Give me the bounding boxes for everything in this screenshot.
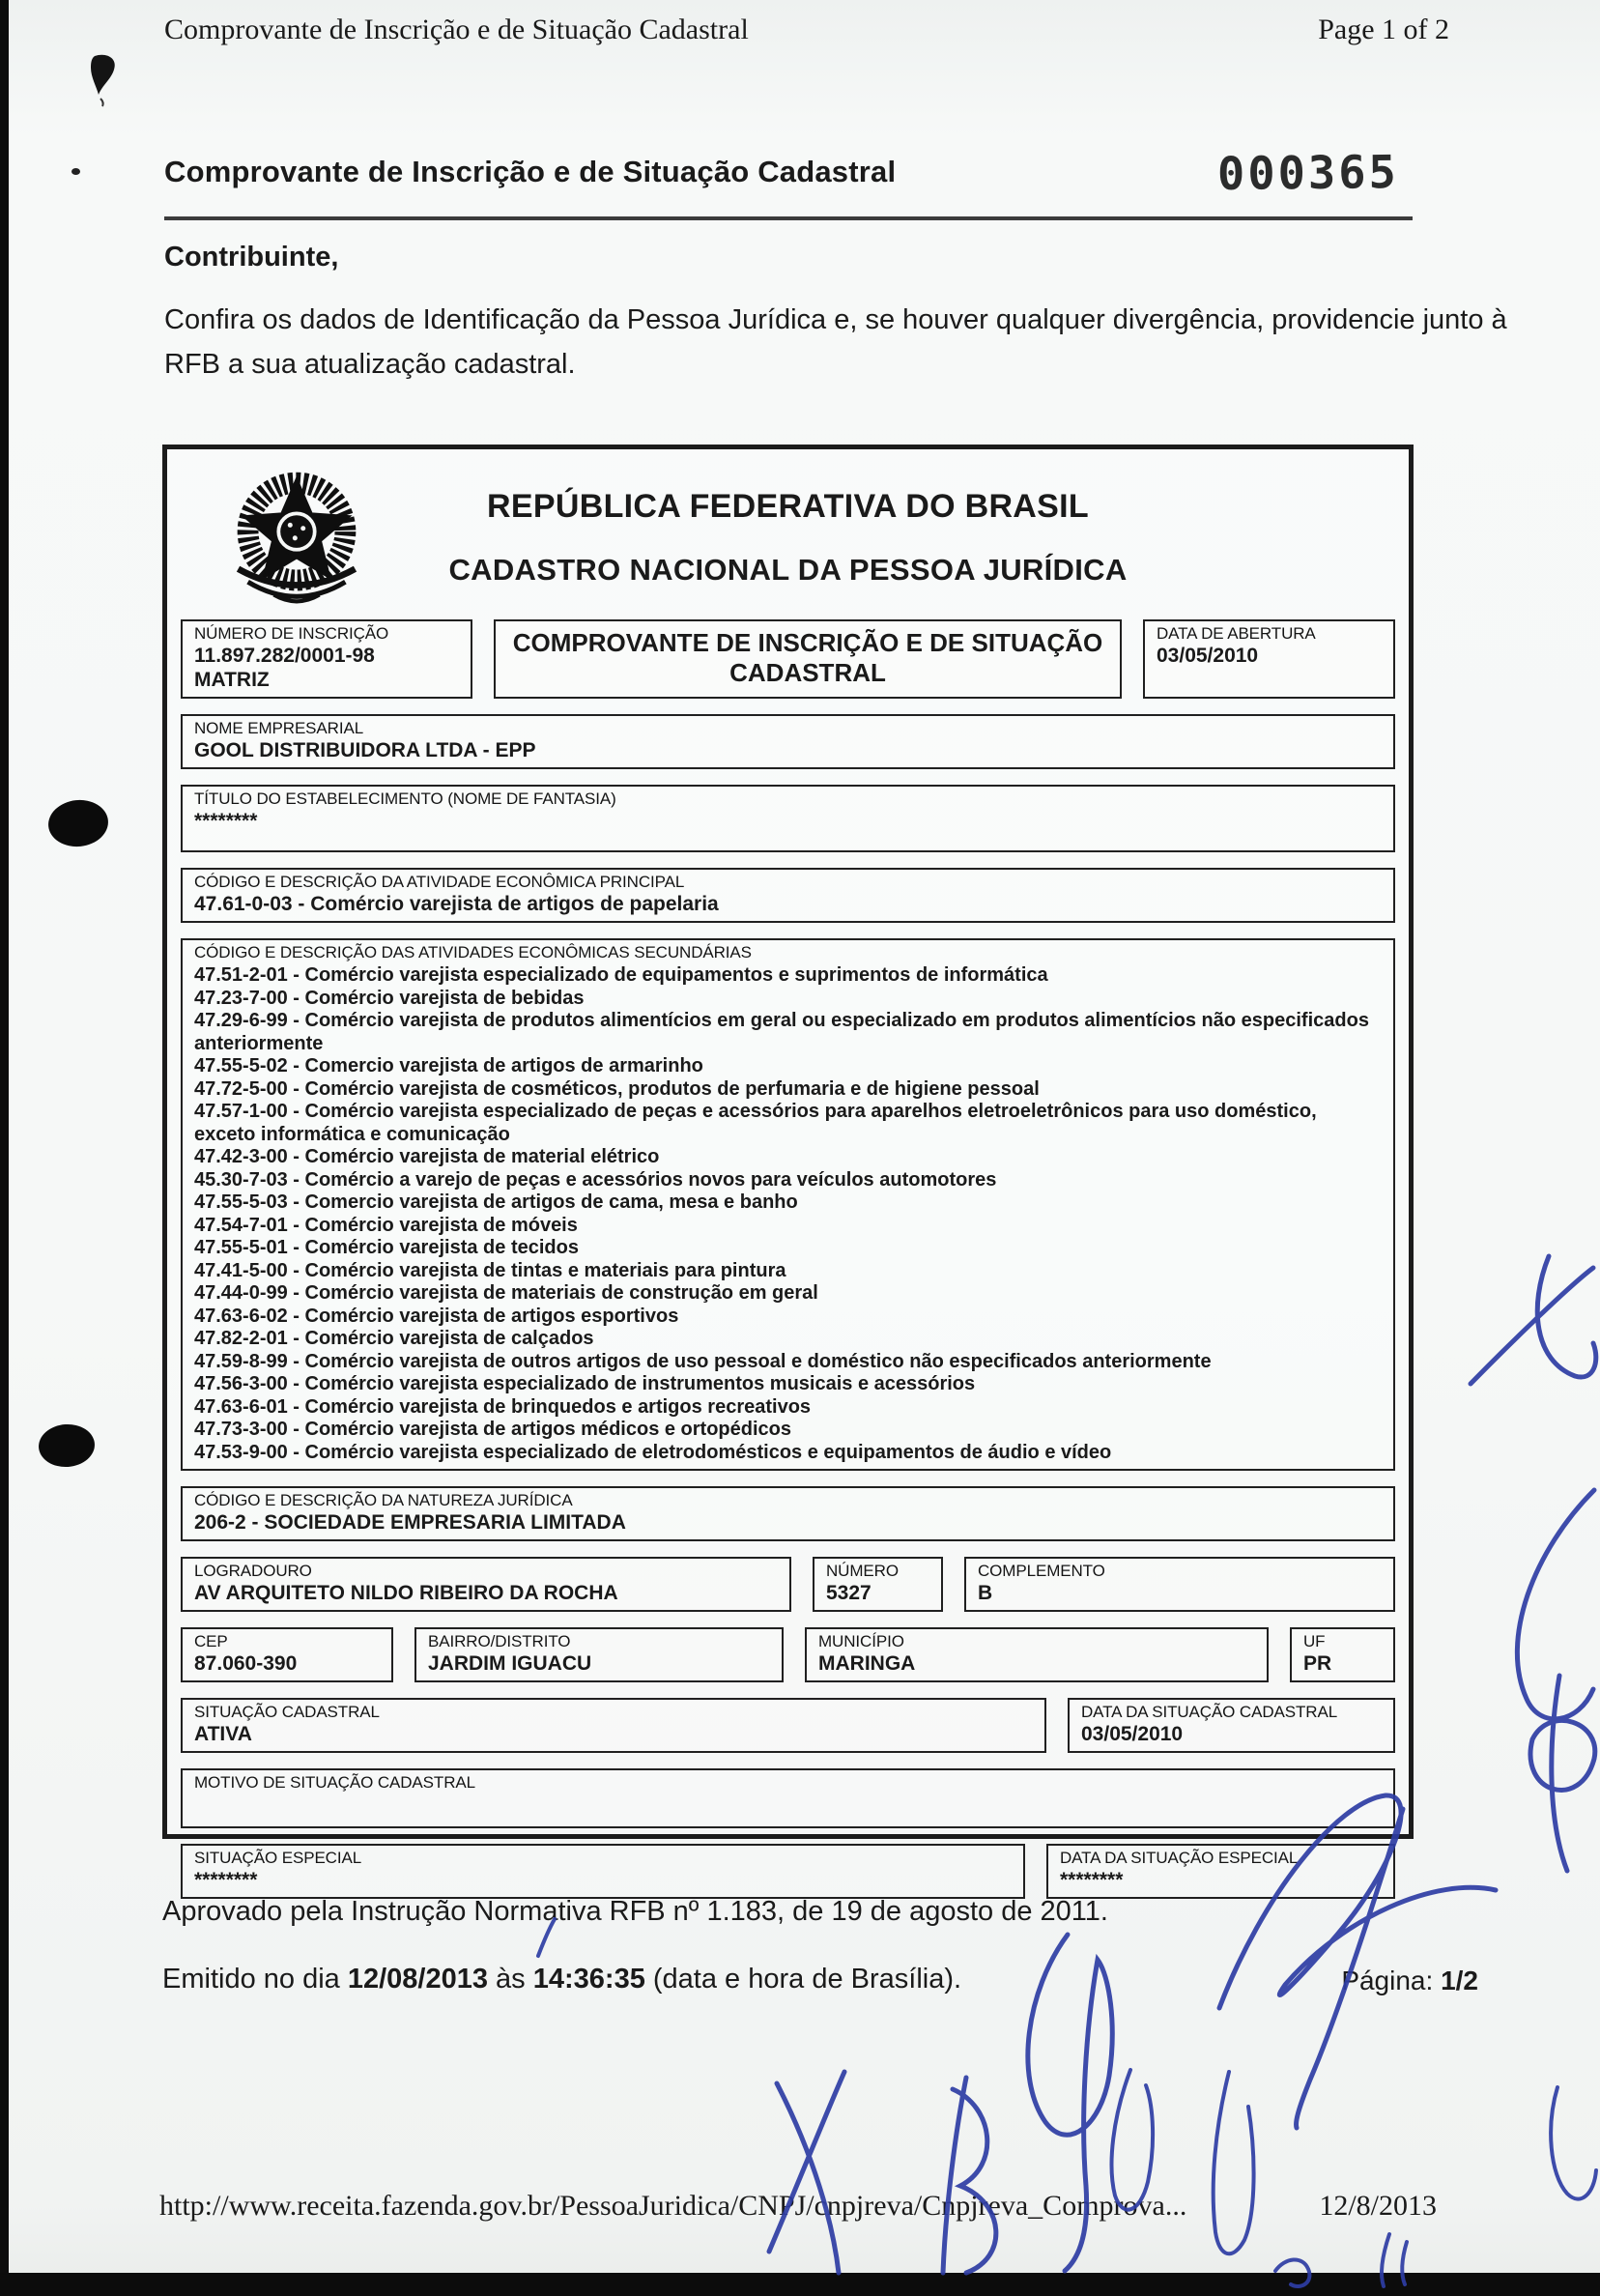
- field-uf: [1290, 1627, 1395, 1682]
- field-value: 03/05/2010: [1157, 645, 1259, 667]
- secondary-activity-item: 47.63-6-01 - Comércio varejista de brinquedos e artigos recreativos: [194, 1395, 812, 1418]
- document-stamp-number: 000365: [1216, 146, 1400, 201]
- field-bairro: [414, 1627, 784, 1682]
- field-value: 206-2 - SOCIEDADE EMPRESARIA LIMITADA: [194, 1511, 626, 1534]
- field-label: UF: [1303, 1632, 1326, 1650]
- secondary-activity-item: 47.57-1-00 - Comércio varejista especializado de peças e acessórios para aparelhos eletroeletrônicos para uso doméstico, exceto informática e comunicação: [194, 1101, 1317, 1145]
- print-header-title: Comprovante de Inscrição e de Situação Cadastral: [164, 14, 749, 45]
- secondary-activity-item: 45.30-7-03 - Comércio a varejo de peças e acessórios novos para veículos automotores: [194, 1168, 997, 1191]
- field-label: SITUAÇÃO CADASTRAL: [194, 1703, 380, 1721]
- field-label: CEP: [194, 1632, 228, 1650]
- emission-time: 14:36:35: [532, 1964, 645, 1995]
- field-numero-inscricao: [181, 619, 472, 699]
- secondary-activity-item: 47.55-5-02 - Comercio varejista de artigos de armarinho: [194, 1055, 703, 1076]
- field-value: 47.61-0-03 - Comércio varejista de artigos de papelaria: [194, 893, 719, 915]
- field-value: AV ARQUITETO NILDO RIBEIRO DA ROCHA: [194, 1582, 618, 1604]
- field-situacao-cadastral: [181, 1698, 1046, 1753]
- field-value-matriz: MATRIZ: [194, 669, 270, 691]
- field-label: NÚMERO DE INSCRIÇÃO: [194, 624, 389, 643]
- field-nome-empresarial: [181, 714, 1395, 769]
- emission-line: [162, 1964, 1478, 1995]
- field-value: ********: [194, 1869, 258, 1891]
- secondary-activity-item: 47.54-7-01 - Comércio varejista de móveis: [194, 1214, 578, 1236]
- field-label: NOME EMPRESARIAL: [194, 719, 364, 737]
- field-value: MARINGA: [818, 1652, 916, 1675]
- field-motivo-situacao: [181, 1768, 1395, 1828]
- secondary-activity-item: 47.82-2-01 - Comércio varejista de calçados: [194, 1328, 594, 1349]
- secondary-activity-item: 47.23-7-00 - Comércio varejista de bebidas: [194, 987, 585, 1009]
- field-label: LOGRADOURO: [194, 1562, 312, 1580]
- field-data-situacao-cadastral: [1068, 1698, 1395, 1753]
- title-divider: [164, 216, 1413, 220]
- field-label: CÓDIGO E DESCRIÇÃO DA NATUREZA JURÍDICA: [194, 1491, 573, 1509]
- field-label: DATA DA SITUAÇÃO CADASTRAL: [1081, 1703, 1338, 1721]
- field-data-abertura: [1143, 619, 1395, 699]
- ink-speck: [71, 168, 80, 175]
- field-label: TÍTULO DO ESTABELECIMENTO (NOME DE FANTASIA): [194, 789, 616, 808]
- brazil-coat-of-arms-icon: [215, 465, 378, 624]
- certificate-registry-title: CADASTRO NACIONAL DA PESSOA JURÍDICA: [448, 553, 1128, 587]
- secondary-activity-item: 47.59-8-99 - Comércio varejista de outros artigos de uso pessoal e doméstico não especificados anteriormente: [194, 1350, 1212, 1372]
- page-indicator: [1341, 1966, 1478, 1996]
- secondary-activity-item: 47.55-5-03 - Comercio varejista de artigos de cama, mesa e banho: [194, 1191, 798, 1213]
- salutation-text: Contribuinte,: [164, 242, 339, 273]
- field-value: ********: [1060, 1869, 1124, 1891]
- field-label: CÓDIGO E DESCRIÇÃO DAS ATIVIDADES ECONÔMICAS SECUNDÁRIAS: [194, 943, 752, 961]
- field-atividade-principal: [181, 868, 1395, 923]
- field-cep: [181, 1627, 393, 1682]
- field-municipio: [805, 1627, 1269, 1682]
- emission-middle: às: [487, 1964, 533, 1995]
- secondary-activity-item: 47.29-6-99 - Comércio varejista de produtos alimentícios em geral ou especializado em produtos alimentícios não especificados anteriormente: [194, 1010, 1369, 1054]
- emission-prefix: Emitido no dia: [162, 1964, 348, 1995]
- field-value: 03/05/2010: [1081, 1723, 1184, 1745]
- field-label: DATA DA SITUAÇÃO ESPECIAL: [1060, 1849, 1299, 1867]
- scan-edge-left: [0, 0, 9, 2296]
- secondary-activity-item: 47.63-6-02 - Comércio varejista de artigos esportivos: [194, 1305, 679, 1327]
- field-data-situacao-especial: [1046, 1844, 1395, 1899]
- secondary-activity-item: 47.56-3-00 - Comércio varejista especializado de instrumentos musicais e acessórios: [194, 1373, 976, 1394]
- field-value: 5327: [826, 1582, 871, 1604]
- emission-suffix: (data e hora de Brasília).: [644, 1964, 962, 1995]
- field-logradouro: [181, 1557, 791, 1612]
- comprovante-title-line: CADASTRAL: [729, 658, 886, 687]
- cnpj-certificate-box: [162, 445, 1414, 1891]
- field-label: MUNICÍPIO: [818, 1632, 904, 1650]
- field-situacao-especial: [181, 1844, 1025, 1899]
- secondary-activity-item: 47.42-3-00 - Comércio varejista de material elétrico: [194, 1146, 660, 1167]
- punch-hole: [38, 1422, 97, 1469]
- secondary-activity-item: 47.44-0-99 - Comércio varejista de materiais de construção em geral: [194, 1282, 818, 1304]
- secondary-activity-item: 47.73-3-00 - Comércio varejista de artigos médicos e ortopédicos: [194, 1419, 792, 1440]
- field-complemento: [964, 1557, 1395, 1612]
- ink-blot-icon: [85, 50, 129, 113]
- secondary-activity-item: 47.72-5-00 - Comércio varejista de cosméticos, produtos de perfumaria e de higiene pessoal: [194, 1077, 1040, 1100]
- secondary-activity-item: 47.41-5-00 - Comércio varejista de tintas e materiais para pintura: [194, 1259, 786, 1281]
- field-natureza-juridica: [181, 1486, 1395, 1541]
- field-label: SITUAÇÃO ESPECIAL: [194, 1849, 362, 1867]
- page-indicator-label: Página:: [1341, 1966, 1434, 1995]
- intro-line: RFB a sua atualização cadastral.: [164, 349, 576, 380]
- field-value: GOOL DISTRIBUIDORA LTDA - EPP: [194, 739, 536, 761]
- source-url: http://www.receita.fazenda.gov.br/PessoaJuridica/CNPJ/cnpjreva/Cnpjreva_Comprova...: [159, 2190, 1187, 2222]
- field-value: ********: [194, 810, 258, 832]
- comprovante-title-line: COMPROVANTE DE INSCRIÇÃO E DE SITUAÇÃO: [512, 628, 1103, 657]
- field-value: B: [978, 1582, 993, 1604]
- field-value: 87.060-390: [194, 1652, 298, 1675]
- field-numero: [813, 1557, 943, 1612]
- document-title: Comprovante de Inscrição e de Situação Cadastral: [164, 155, 897, 188]
- field-label: COMPLEMENTO: [978, 1562, 1105, 1580]
- field-value: ATIVA: [194, 1723, 252, 1745]
- intro-paragraph: [164, 298, 1507, 387]
- field-label: DATA DE ABERTURA: [1157, 624, 1316, 643]
- field-value: 11.897.282/0001-98: [194, 645, 375, 667]
- approval-note: Aprovado pela Instrução Normativa RFB nº 1.183, de 19 de agosto de 2011.: [162, 1896, 1108, 1927]
- print-date: 12/8/2013: [1319, 2190, 1437, 2222]
- secondary-activity-item: 47.53-9-00 - Comércio varejista especializado de eletrodomésticos e equipamentos de áudio e vídeo: [194, 1441, 1112, 1463]
- field-label: MOTIVO DE SITUAÇÃO CADASTRAL: [194, 1773, 475, 1792]
- emission-date: 12/08/2013: [347, 1964, 488, 1995]
- field-label: BAIRRO/DISTRITO: [428, 1632, 571, 1650]
- secondary-activities-list: [194, 964, 1382, 1464]
- field-atividades-secundarias: [181, 938, 1395, 1471]
- field-value: JARDIM IGUACU: [428, 1652, 592, 1675]
- intro-line: Confira os dados de Identificação da Pessoa Jurídica e, se houver qualquer divergência, providencie junto à: [164, 304, 1507, 335]
- certificate-country-title: REPÚBLICA FEDERATIVA DO BRASIL: [487, 488, 1089, 525]
- print-header-page-counter: Page 1 of 2: [1318, 14, 1449, 45]
- field-value: PR: [1303, 1652, 1332, 1675]
- certificate-header: [181, 449, 1395, 619]
- field-label: CÓDIGO E DESCRIÇÃO DA ATIVIDADE ECONÔMICA PRINCIPAL: [194, 873, 685, 891]
- secondary-activity-item: 47.55-5-01 - Comércio varejista de tecidos: [194, 1237, 579, 1258]
- comprovante-title-cell: [494, 619, 1122, 699]
- page-indicator-value: 1/2: [1441, 1966, 1478, 1995]
- punch-hole: [46, 797, 111, 849]
- field-nome-fantasia: [181, 785, 1395, 852]
- secondary-activity-item: 47.51-2-01 - Comércio varejista especializado de equipamentos e suprimentos de informática: [194, 964, 1048, 986]
- field-label: NÚMERO: [826, 1562, 899, 1580]
- scan-edge-bottom: [0, 2273, 1600, 2296]
